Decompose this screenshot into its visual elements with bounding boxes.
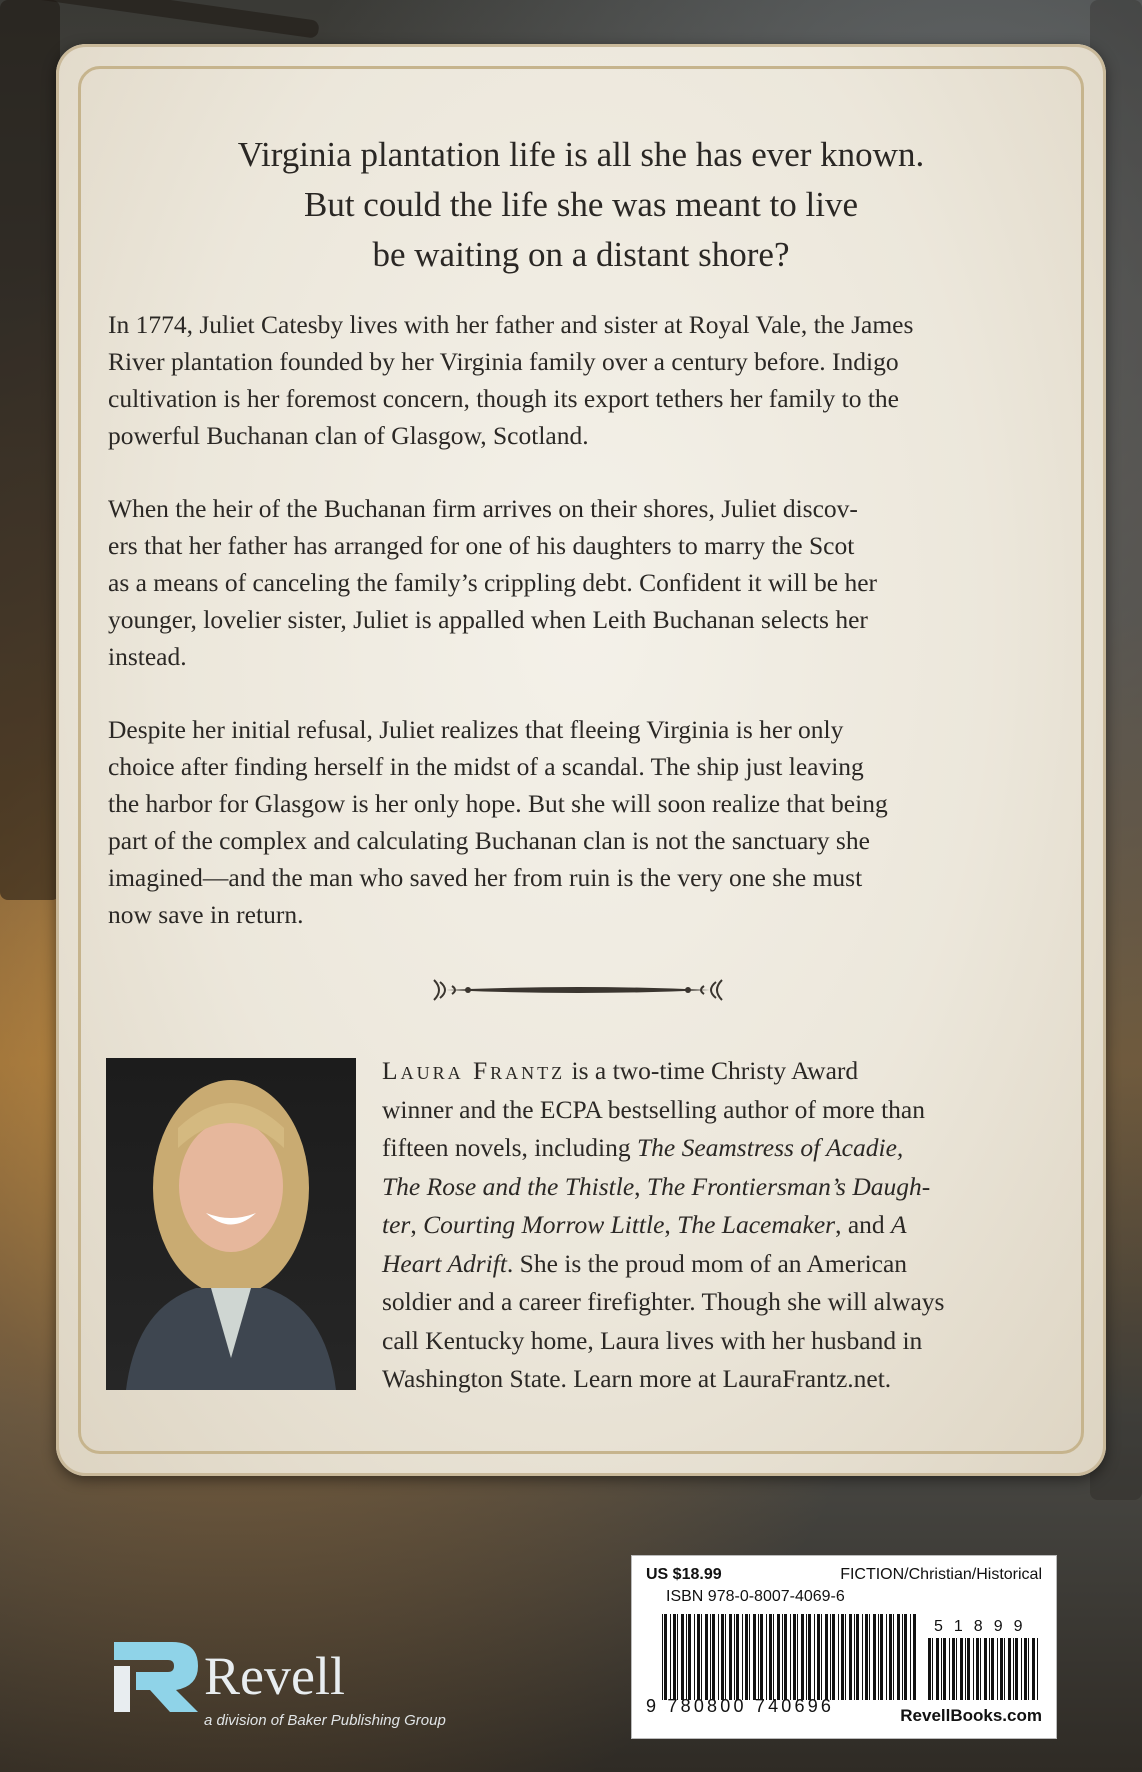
barcode-bar <box>721 1614 724 1700</box>
book-title: The Seamstress of Acadie, <box>636 1133 904 1162</box>
barcode-bar <box>814 1614 815 1700</box>
book-title: The Lacemaker <box>677 1210 836 1239</box>
barcode-bar <box>686 1614 687 1700</box>
barcode-bar <box>760 1614 763 1700</box>
barcode-bar <box>725 1614 726 1700</box>
synopsis-card <box>56 44 1106 1476</box>
bio-line: call Kentucky home, Laura lives with her husband in <box>382 1325 923 1355</box>
barcode-bar <box>729 1614 732 1700</box>
barcode-bar <box>790 1614 791 1700</box>
barcode-bar <box>758 1614 759 1700</box>
barcode-bar <box>1024 1638 1027 1700</box>
barcode-bar <box>1037 1638 1038 1700</box>
tagline-line: be waiting on a distant shore? <box>372 235 790 274</box>
barcode-bar <box>773 1614 774 1700</box>
author-bio <box>382 1052 1112 1399</box>
barcode-bar <box>841 1614 844 1700</box>
barcode-bar <box>662 1614 663 1700</box>
barcode-bar <box>1000 1638 1003 1700</box>
barcode-bar <box>677 1614 678 1700</box>
barcode-bar <box>832 1614 835 1700</box>
barcode-bar <box>784 1614 787 1700</box>
bio-line: soldier and a career firefighter. Though she will always <box>382 1287 945 1316</box>
barcode-bar <box>1021 1638 1022 1700</box>
barcode-bar <box>989 1638 990 1700</box>
barcode-bar <box>973 1638 974 1700</box>
paragraph-line: Despite her initial refusal, Juliet realizes that fleeing Virginia is her only <box>108 715 844 744</box>
barcode-bar <box>980 1638 981 1700</box>
barcode-bar <box>712 1614 715 1700</box>
background-branch <box>20 0 320 39</box>
paragraph-line: instead. <box>108 642 187 671</box>
barcode-bar <box>664 1614 667 1700</box>
barcode-bar <box>1008 1638 1011 1700</box>
barcode-bar <box>880 1614 883 1700</box>
isbn-label: ISBN 978-0-8007-4069-6 <box>666 1588 845 1605</box>
background-branch <box>0 0 60 900</box>
barcode-bar <box>1015 1638 1018 1700</box>
book-title: A <box>891 1210 907 1239</box>
barcode-bar <box>997 1638 998 1700</box>
barcode-bar <box>856 1614 859 1700</box>
barcode-bar <box>808 1614 811 1700</box>
bio-text: . She is the proud mom of an American <box>506 1248 908 1278</box>
barcode-bar <box>902 1614 903 1700</box>
publisher-name: Revell <box>204 1646 345 1706</box>
barcode-bar <box>817 1614 820 1700</box>
barcode-bar <box>952 1638 955 1700</box>
author-photo <box>106 1058 356 1390</box>
barcode-bar <box>718 1614 719 1700</box>
barcode-bar <box>878 1614 879 1700</box>
paragraph-line: as a means of canceling the family’s crippling debt. Confident it will be her <box>108 568 878 597</box>
barcode-panel <box>631 1555 1057 1739</box>
barcode-bar <box>1004 1638 1005 1700</box>
addon-barcode-icon <box>928 1638 1040 1700</box>
bio-line: Washington State. Learn more at LauraFrantz.net. <box>382 1364 892 1393</box>
barcode-bar <box>928 1638 931 1700</box>
barcode-bar <box>960 1638 963 1700</box>
barcode-bar <box>956 1638 957 1700</box>
barcode-bar <box>793 1614 796 1700</box>
barcode-bar <box>694 1614 695 1700</box>
barcode-bar <box>897 1614 900 1700</box>
book-title: The Rose and the Thistle <box>382 1171 635 1201</box>
paragraph-1 <box>108 306 1068 454</box>
paragraph-line: In 1774, Juliet Catesby lives with her father and sister at Royal Vale, the James <box>108 310 914 339</box>
barcode-bar <box>965 1638 966 1700</box>
ornament-divider-icon <box>428 970 728 1010</box>
barcode-icon <box>662 1614 918 1700</box>
paragraph-line: cultivation is her foremost concern, though its export tethers her family to the <box>108 384 899 413</box>
barcode-bar <box>862 1614 863 1700</box>
barcode-bar <box>865 1614 868 1700</box>
barcode-bar <box>1028 1638 1029 1700</box>
paragraph-line: When the heir of the Buchanan firm arrives on their shores, Juliet discov- <box>108 494 858 523</box>
barcode-bar <box>1032 1638 1035 1700</box>
tagline-line: Virginia plantation life is all she has ever known. <box>237 135 925 174</box>
paragraph-line: now save in return. <box>108 900 304 929</box>
barcode-bar <box>838 1614 839 1700</box>
barcode-bar <box>886 1614 887 1700</box>
barcode-bar <box>976 1638 979 1700</box>
barcode-bar <box>845 1614 846 1700</box>
bio-text: , <box>634 1171 647 1201</box>
tagline-line: But could the life she was meant to live <box>303 185 859 224</box>
barcode-bar <box>943 1638 946 1700</box>
barcode-bar <box>854 1614 855 1700</box>
book-title: Courting Morrow Little <box>423 1210 665 1239</box>
barcode-bar <box>670 1614 671 1700</box>
paragraph-line: the harbor for Glasgow is her only hope. But she will soon realize that being <box>108 789 888 818</box>
barcode-bar <box>769 1614 772 1700</box>
barcode-bar <box>910 1614 911 1700</box>
barcode-bar <box>749 1614 750 1700</box>
barcode-bar <box>893 1614 894 1700</box>
barcode-bar <box>777 1614 780 1700</box>
barcode-bar <box>936 1638 939 1700</box>
barcode-bar <box>913 1614 916 1700</box>
barcode-bar <box>869 1614 870 1700</box>
bio-text: fifteen novels, including <box>382 1133 637 1162</box>
barcode-bar <box>736 1614 739 1700</box>
author-portrait-icon <box>106 1058 356 1390</box>
author-name: Laura Frantz <box>382 1056 566 1085</box>
barcode-bar <box>932 1638 933 1700</box>
bio-text: , and <box>835 1210 892 1239</box>
barcode-bar <box>745 1614 748 1700</box>
book-title: The Frontiersman’s Daugh- <box>646 1171 931 1201</box>
barcode-bar <box>821 1614 822 1700</box>
barcode-bar <box>734 1614 735 1700</box>
barcode-bar <box>797 1614 798 1700</box>
barcode-bar <box>830 1614 831 1700</box>
barcode-bar <box>673 1614 676 1700</box>
bio-line: winner and the ECPA bestselling author of more than <box>382 1094 925 1124</box>
bio-text: , <box>410 1210 424 1239</box>
barcode-bar <box>688 1614 691 1700</box>
barcode-bar <box>949 1638 950 1700</box>
tagline <box>56 130 1106 280</box>
revell-logo-icon <box>106 1632 206 1716</box>
barcode-bar <box>967 1638 970 1700</box>
barcode-bar <box>825 1614 828 1700</box>
paragraph-line: part of the complex and calculating Buchanan clan is not the sanctuary she <box>108 826 870 855</box>
barcode-bar <box>873 1614 876 1700</box>
publisher-subtitle: a division of Baker Publishing Group <box>204 1712 446 1729</box>
barcode-bar <box>705 1614 708 1700</box>
paragraph-line: imagined—and the man who saved her from ruin is the very one she must <box>108 863 863 892</box>
barcode-bar <box>904 1614 907 1700</box>
paragraph-line: powerful Buchanan clan of Glasgow, Scotland. <box>108 421 589 450</box>
paragraph-line: choice after finding herself in the midst of a scandal. The ship just leaving <box>108 752 864 781</box>
paragraph-2 <box>108 490 1068 675</box>
barcode-bar <box>753 1614 756 1700</box>
barcode-bar <box>697 1614 700 1700</box>
barcode-bar <box>991 1638 994 1700</box>
bio-text: is a two-time Christy Award <box>565 1056 859 1085</box>
bio-text: , <box>664 1210 678 1239</box>
book-title: Heart Adrift <box>382 1248 507 1278</box>
barcode-bar <box>742 1614 743 1700</box>
barcode-bar <box>801 1614 804 1700</box>
barcode-bar <box>849 1614 852 1700</box>
barcode-bar <box>1013 1638 1014 1700</box>
book-title: ter <box>382 1210 411 1239</box>
barcode-bar <box>766 1614 767 1700</box>
paragraph-line: River plantation founded by her Virginia family over a century before. Indigo <box>108 347 899 376</box>
barcode-bar <box>984 1638 987 1700</box>
publisher-website: RevellBooks.com <box>900 1706 1042 1725</box>
barcode-bar <box>782 1614 783 1700</box>
paragraph-3 <box>108 711 1068 933</box>
barcode-bar <box>941 1638 942 1700</box>
barcode-bar <box>806 1614 807 1700</box>
barcode-bar <box>889 1614 892 1700</box>
barcode-bar <box>681 1614 684 1700</box>
barcode-bar <box>701 1614 702 1700</box>
paragraph-line: ers that her father has arranged for one of his daughters to marry the Scot <box>108 531 855 560</box>
genre-label: FICTION/Christian/Historical <box>840 1566 1042 1583</box>
barcode-digits: 9 780800 740696 <box>646 1696 835 1716</box>
paragraph-line: younger, lovelier sister, Juliet is appalled when Leith Buchanan selects her <box>108 605 868 634</box>
price-addon-number: 51899 <box>934 1618 1034 1635</box>
price-label: US $18.99 <box>646 1566 722 1583</box>
barcode-bar <box>710 1614 711 1700</box>
